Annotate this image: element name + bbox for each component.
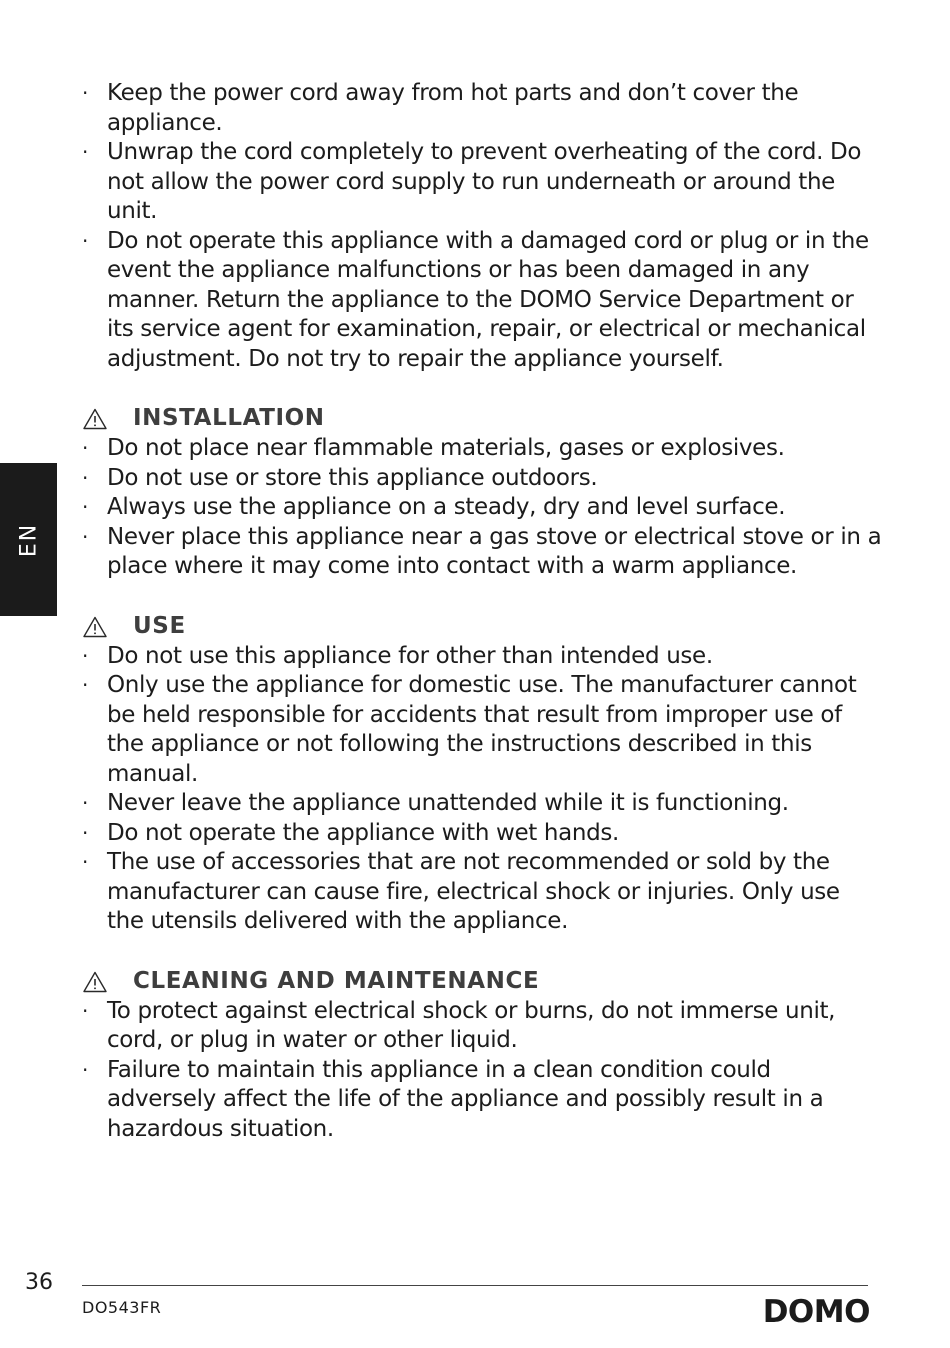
section-heading-label: CLEANING AND MAINTENANCE: [133, 967, 540, 994]
bullet: ·: [82, 1057, 89, 1082]
section-heading: [82, 611, 882, 642]
bullet: ·: [82, 81, 89, 105]
list-item: [82, 464, 882, 494]
list-item: [82, 227, 882, 375]
cleaning-list: [82, 997, 882, 1145]
section-installation: [82, 403, 882, 582]
list-item: [82, 848, 882, 937]
list-item-text: Never place this appliance near a gas stove or electrical stove or in a place where it may come into contact with a warm appliance.: [107, 523, 882, 579]
list-item: [82, 434, 882, 464]
bullet: ·: [82, 673, 89, 697]
list-item-text: Do not place near flammable materials, gases or explosives.: [107, 435, 785, 461]
bullet: ·: [82, 998, 89, 1023]
installation-list: [82, 434, 882, 582]
list-item: [82, 789, 882, 819]
list-item: [82, 138, 882, 227]
bullet: ·: [82, 791, 89, 815]
use-list: [82, 642, 882, 937]
section-heading-label: USE: [133, 612, 186, 639]
brand-logo: DOMO: [762, 1294, 870, 1330]
bullet: ·: [82, 820, 89, 845]
list-item: [82, 523, 882, 582]
warning-triangle-icon: [83, 408, 107, 430]
list-item-text: To protect against electrical shock or burns, do not immerse unit, cord, or plug in water or other liquid.: [107, 997, 836, 1053]
warning-triangle-icon: [83, 616, 107, 638]
section-use: [82, 611, 882, 937]
bullet: ·: [82, 436, 89, 460]
page-content: [82, 79, 882, 1144]
list-item-text: Do not use this appliance for other than intended use.: [107, 642, 713, 669]
model-code: DO543FR: [82, 1298, 162, 1317]
section-cleaning: [82, 966, 882, 1145]
list-item: [82, 493, 882, 523]
list-item: [82, 79, 882, 138]
bullet: ·: [82, 850, 89, 874]
list-item: [82, 1056, 882, 1145]
bullet: ·: [82, 495, 89, 519]
list-item: [82, 642, 882, 672]
footer-divider: [82, 1285, 868, 1286]
list-item: [82, 819, 882, 849]
bullet: ·: [82, 524, 89, 549]
list-item-text: Never leave the appliance unattended while it is functioning.: [107, 790, 789, 816]
section-heading-label: INSTALLATION: [133, 405, 325, 431]
list-item-text: Keep the power cord away from hot parts and don’t cover the appliance.: [107, 80, 799, 136]
list-item-text: Failure to maintain this appliance in a clean condition could adversely affect the life of the appliance and possibly result in a hazardous situation.: [107, 1056, 824, 1142]
section-heading: [82, 403, 882, 434]
section-heading: [82, 966, 882, 997]
page-number: 36: [25, 1270, 53, 1295]
list-item-text: Only use the appliance for domestic use. The manufacturer cannot be held responsible for accidents that result from improper use of the appliance or not following the instructions described in this manual.: [107, 672, 857, 787]
list-item-text: Do not operate this appliance with a damaged cord or plug or in the event the appliance malfunctions or has been damaged in any manner. Return the appliance to the DOMO Service Department or its service agent for examination, repair, or electrical or mechanical adjustment. Do not try to repair the appliance yourself.: [107, 227, 869, 372]
bullet: ·: [82, 643, 89, 668]
list-item-text: Do not operate the appliance with wet hands.: [107, 819, 619, 846]
language-tab: [0, 463, 57, 616]
list-item-text: Always use the appliance on a steady, dry and level surface.: [107, 494, 786, 520]
bullet: ·: [82, 228, 89, 253]
bullet: ·: [82, 465, 89, 490]
language-tab-label: EN: [16, 522, 41, 557]
list-item: [82, 671, 882, 789]
bullet: ·: [82, 140, 89, 164]
intro-list: [82, 79, 882, 374]
warning-triangle-icon: [83, 971, 107, 993]
list-item-text: Do not use or store this appliance outdoors.: [107, 464, 598, 491]
list-item-text: Unwrap the cord completely to prevent overheating of the cord. Do not allow the power cord supply to run underneath or around the unit.: [107, 139, 862, 224]
list-item: [82, 997, 882, 1056]
list-item-text: The use of accessories that are not recommended or sold by the manufacturer can cause fire, electrical shock or injuries. Only use the utensils delivered with the appliance.: [107, 849, 840, 934]
